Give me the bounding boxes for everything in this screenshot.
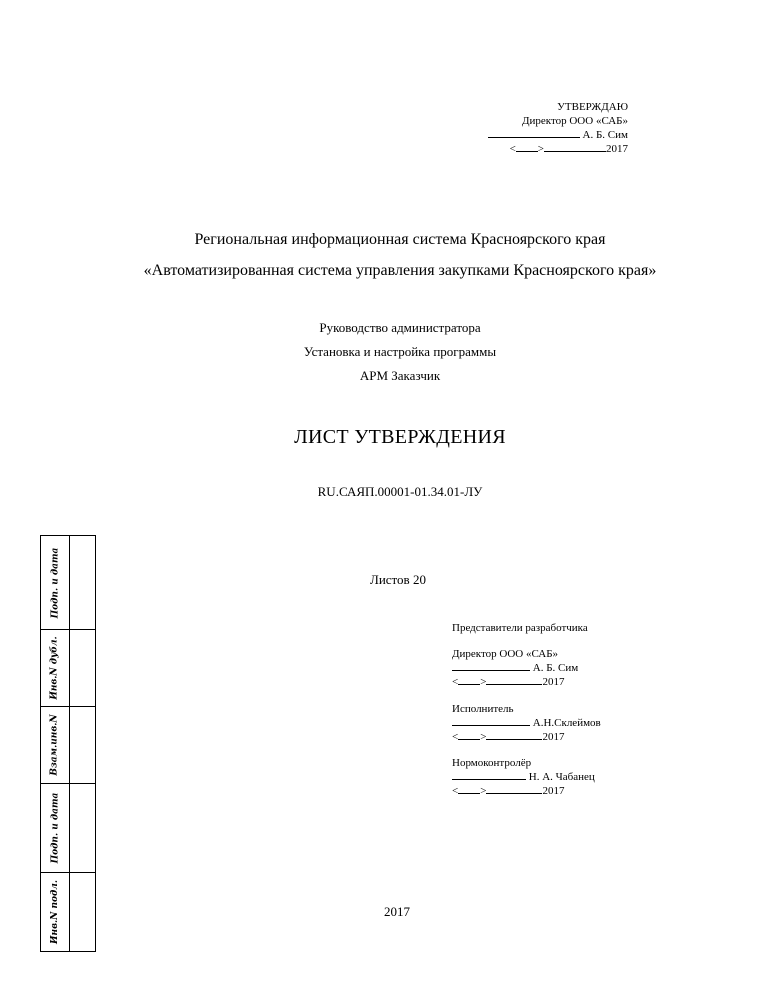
document-title: ЛИСТ УТВЕРЖДЕНИЯ (294, 426, 506, 448)
executor-block: Исполнитель А.Н.Склеймов < > 2017 (452, 703, 601, 743)
header-line-1: Региональная информационная система Красноярского края (194, 231, 606, 248)
executor-title: Исполнитель (452, 703, 514, 715)
controller-block: Нормоконтролёр Н. А. Чабанец < > 2017 (452, 757, 595, 797)
side-stamp-table (40, 535, 96, 952)
director-block: Директор ООО «САБ» А. Б. Сим < > 2017 (452, 648, 579, 688)
approve-signature-line (488, 128, 628, 142)
stamp-repl-inv: Взам.инв.N (50, 713, 60, 776)
controller-year: 2017 (542, 785, 565, 797)
executor-name: А.Н.Склеймов (532, 717, 601, 729)
signature-underline (488, 128, 580, 138)
sheet-count: Листов 20 (370, 572, 426, 587)
approve-date-line: < > 2017 (509, 143, 628, 155)
approve-signer: А. Б. Сим (582, 129, 628, 141)
approval-block (488, 100, 628, 156)
approve-title: УТВЕРЖДАЮ (557, 101, 628, 113)
executor-year: 2017 (542, 731, 565, 743)
header-line-2: «Автоматизированная система управления закупками Красноярского края» (143, 262, 657, 279)
controller-name: Н. А. Чабанец (528, 771, 595, 783)
representatives-heading: Представители разработчика (452, 622, 588, 634)
document-code: RU.САЯП.00001-01.34.01-ЛУ (317, 484, 483, 499)
director-title: Директор ООО «САБ» (452, 648, 559, 660)
stamp-orig-inv: Инв.N подл. (50, 879, 60, 944)
stamp-sign-date-2: Подп. и дата (50, 792, 61, 863)
footer-year: 2017 (384, 904, 410, 919)
subtitle-line-3: АРМ Заказчик (359, 368, 441, 383)
stamp-sign-date-1: Подп. и дата (50, 547, 61, 618)
subtitle-line-1: Руководство администратора (319, 320, 481, 335)
approve-year: 2017 (606, 143, 628, 155)
controller-title: Нормоконтролёр (452, 757, 532, 769)
approve-position: Директор ООО «САБ» (521, 115, 628, 127)
director-name: А. Б. Сим (532, 662, 579, 674)
subtitle-line-2: Установка и настройка программы (303, 344, 497, 359)
stamp-dup-inv: Инв.N дубл. (50, 635, 60, 700)
director-year: 2017 (542, 676, 565, 688)
